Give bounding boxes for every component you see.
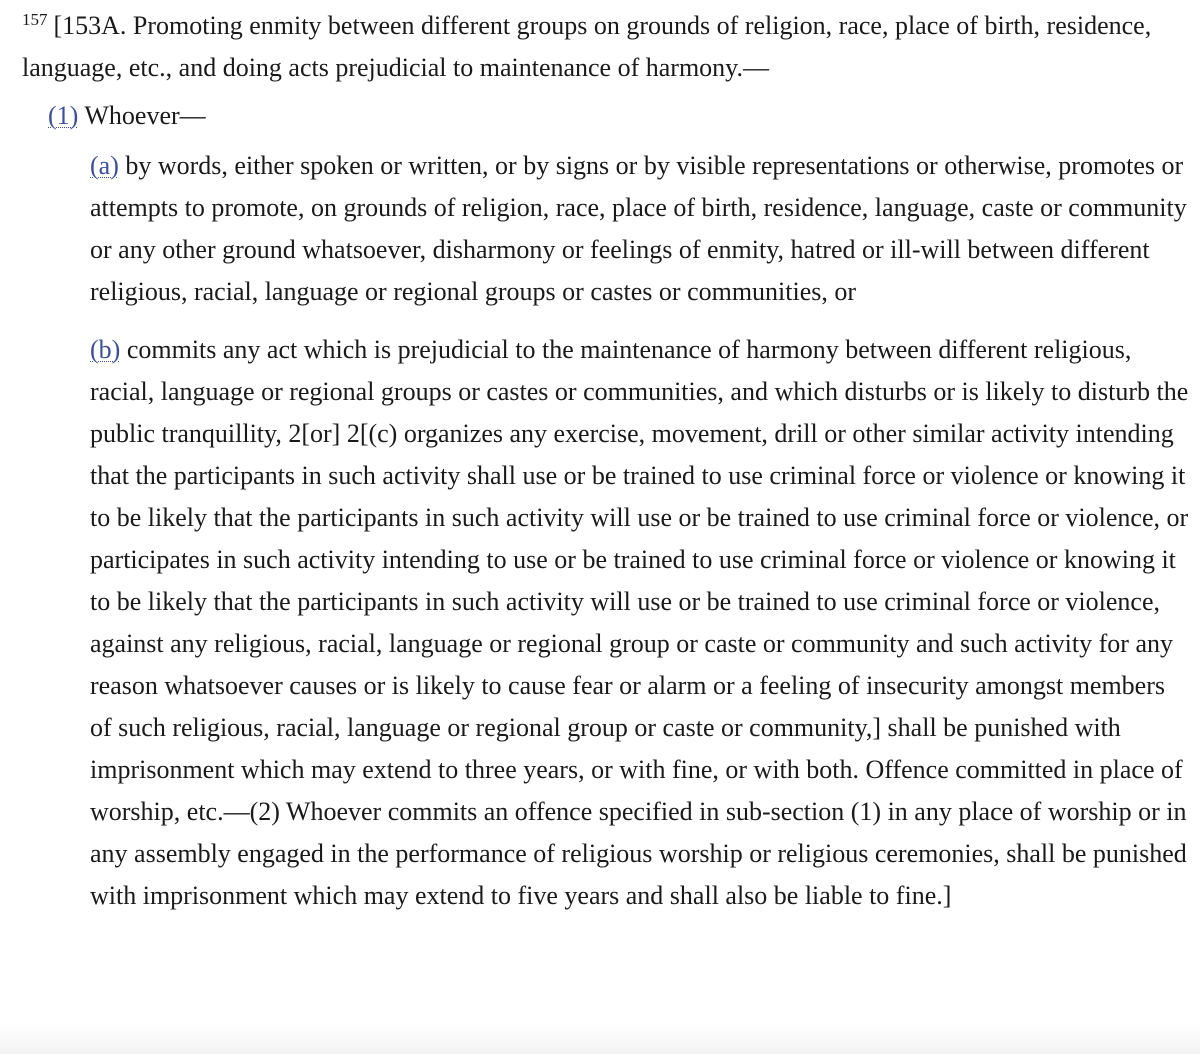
section-heading [22, 0, 1190, 89]
subsection-1-text: Whoever— [78, 101, 206, 130]
clause-a [90, 145, 1190, 313]
clause-b [90, 329, 1190, 917]
subsection-1 [22, 95, 1190, 137]
clause-b-text: commits any act which is prejudicial to the maintenance of harmony between different religious, racial, language or regional groups or castes or communities, and which disturbs or is likely to disturb the public tranquillity, 2[or] 2[(c) organizes any exercise, movement, drill or other similar activity intending that the participants in such activity shall use or be trained to use criminal force or violence or knowing it to be likely that the participants in such activity will use or be trained to use criminal force or violence, or participates in such activity intending to use or be trained to use criminal force or violence or knowing it to be likely that the participants in such activity will use or be trained to use criminal force or violence, against any religious, racial, language or regional group or caste or community and such activity for any reason whatsoever causes or is likely to cause fear or alarm or a feeling of insecurity amongst members of such religious, racial, language or regional group or caste or community,] shall be punished with imprisonment which may extend to three years, or with fine, or with both. Offence committed in place of worship, etc.—(2) Whoever commits an offence specified in sub-section (1) in any place of worship or in any assembly engaged in the performance of religious worship or religious ceremonies, shall be punished with imprisonment which may extend to five years and shall also be liable to fine.] [90, 335, 1189, 910]
clause-a-link[interactable]: (a) [90, 151, 119, 180]
bottom-fade [0, 1024, 1200, 1054]
subsection-1-link[interactable]: (1) [48, 101, 79, 130]
clauses-list [22, 145, 1190, 917]
clause-a-text: by words, either spoken or written, or by signs or by visible representations or otherwise, promotes or attempts to promote, on grounds of religion, race, place of birth, residence, language, caste or community or any other ground whatsoever, disharmony or feelings of enmity, hatred or ill-will between different religious, racial, language or regional groups or castes or communities, or [90, 151, 1187, 306]
section-heading-text: [153A. Promoting enmity between different groups on grounds of religion, race, place of birth, residence, language, etc., and doing acts prejudicial to maintenance of harmony.— [22, 11, 1152, 82]
clause-b-link[interactable]: (b) [90, 335, 121, 364]
footnote-number: 157 [22, 9, 48, 29]
